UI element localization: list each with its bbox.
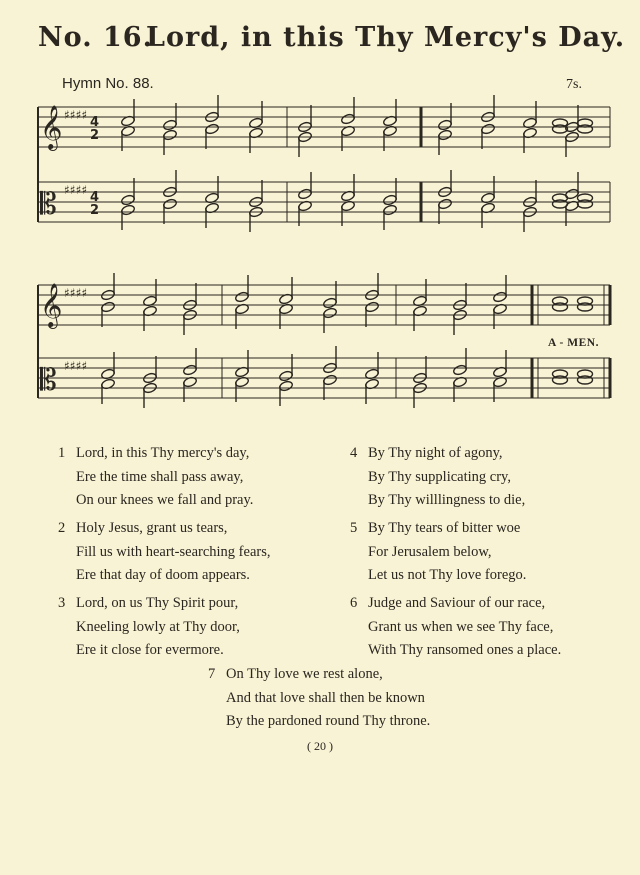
note-head: [438, 119, 453, 131]
note-head: [205, 123, 220, 135]
svg-text:𝄞: 𝄞: [40, 283, 63, 327]
svg-text:𝄡: 𝄡: [40, 363, 57, 398]
note-head: [553, 303, 568, 311]
note-head: [279, 380, 294, 392]
verse-line: On our knees we fall and pray.: [76, 492, 254, 508]
note-head: [453, 364, 468, 376]
note-head: [323, 374, 338, 386]
verse-line: Let us not Thy love forego.: [368, 567, 527, 583]
verse-line: Ere it close for evermore.: [76, 642, 224, 658]
hymn-reference: Hymn No. 88.: [62, 75, 154, 92]
note-head: [383, 194, 398, 206]
svg-text:♯♯♯♯: ♯♯♯♯: [64, 359, 88, 373]
note-head: [279, 370, 294, 382]
svg-text:2: 2: [90, 203, 100, 218]
note-head: [163, 198, 178, 210]
note-head: [438, 129, 453, 141]
verse-2: [58, 517, 271, 588]
verse-line: Lord, in this Thy mercy's day,: [76, 445, 250, 461]
verse-line: Ere the time shall pass away,: [76, 468, 244, 485]
note-head: [383, 204, 398, 216]
verse-line: Kneeling lowly at Thy door,: [76, 618, 240, 635]
svg-text:♯♯♯♯: ♯♯♯♯: [64, 183, 88, 197]
note-head: [323, 297, 338, 309]
svg-text:♯♯♯♯: ♯♯♯♯: [64, 108, 88, 122]
verse-line: By Thy willlingness to die,: [368, 492, 526, 508]
verse-1: [58, 442, 254, 513]
hymn-number: No. 16.: [38, 22, 153, 53]
verse-3: [58, 592, 240, 663]
svg-text:𝄡: 𝄡: [40, 187, 57, 222]
svg-text:2: 2: [90, 128, 100, 143]
verse-number: 4: [350, 445, 358, 461]
verse-line: On Thy love we rest alone,: [226, 666, 383, 682]
svg-text:4: 4: [90, 115, 100, 130]
svg-text:4: 4: [90, 190, 100, 205]
verse-line: Lord, on us Thy Spirit pour,: [76, 595, 239, 611]
verse-number: 5: [350, 520, 358, 536]
verse-line: By Thy supplicating cry,: [368, 468, 511, 485]
page-number: ( 20 ): [307, 739, 333, 753]
verse-number: 1: [58, 445, 66, 461]
verse-line: Grant us when we see Thy face,: [368, 618, 554, 635]
verse-line: And that love shall then be known: [226, 689, 425, 706]
svg-text:♯♯♯♯: ♯♯♯♯: [64, 286, 88, 300]
verse-6: [350, 592, 562, 663]
verse-number: 3: [58, 595, 66, 611]
note-head: [341, 113, 356, 125]
meter-label: 7s.: [566, 77, 582, 92]
note-head: [553, 376, 568, 384]
note-head: [438, 198, 453, 210]
hymn-name: Lord, in this Thy Mercy's Day.: [146, 22, 626, 53]
verse-7: [208, 663, 431, 734]
music-score: [0, 0, 640, 420]
verse-line: By Thy night of agony,: [368, 445, 503, 461]
note-head: [493, 291, 508, 303]
verse-number: 6: [350, 595, 358, 611]
note-head: [101, 301, 116, 313]
note-head: [183, 364, 198, 376]
note-head: [121, 204, 136, 216]
verse-line: With Thy ransomed ones a place.: [368, 642, 562, 658]
svg-text:𝄞: 𝄞: [40, 105, 63, 149]
note-head: [121, 194, 136, 206]
note-head: [323, 307, 338, 319]
verse-number: 2: [58, 520, 66, 536]
verse-line: Fill us with heart-searching fears,: [76, 543, 271, 560]
verse-5: [350, 517, 527, 588]
note-head: [578, 125, 593, 133]
verse-line: Ere that day of doom appears.: [76, 567, 250, 583]
verse-line: By the pardoned round Thy throne.: [226, 713, 431, 729]
verse-line: Holy Jesus, grant us tears,: [76, 520, 228, 536]
verse-4: [350, 442, 526, 513]
note-head: [578, 200, 593, 208]
note-head: [163, 129, 178, 141]
note-head: [481, 123, 496, 135]
verse-line: For Jerusalem below,: [368, 543, 492, 560]
note-head: [163, 119, 178, 131]
note-head: [235, 291, 250, 303]
verse-line: By Thy tears of bitter woe: [368, 520, 521, 536]
amen-label: A - MEN.: [548, 337, 599, 349]
note-head: [578, 303, 593, 311]
note-head: [298, 188, 313, 200]
verse-number: 7: [208, 666, 216, 682]
verse-line: Judge and Saviour of our race,: [368, 595, 546, 611]
note-head: [365, 301, 380, 313]
note-head: [578, 376, 593, 384]
note-head: [553, 200, 568, 208]
